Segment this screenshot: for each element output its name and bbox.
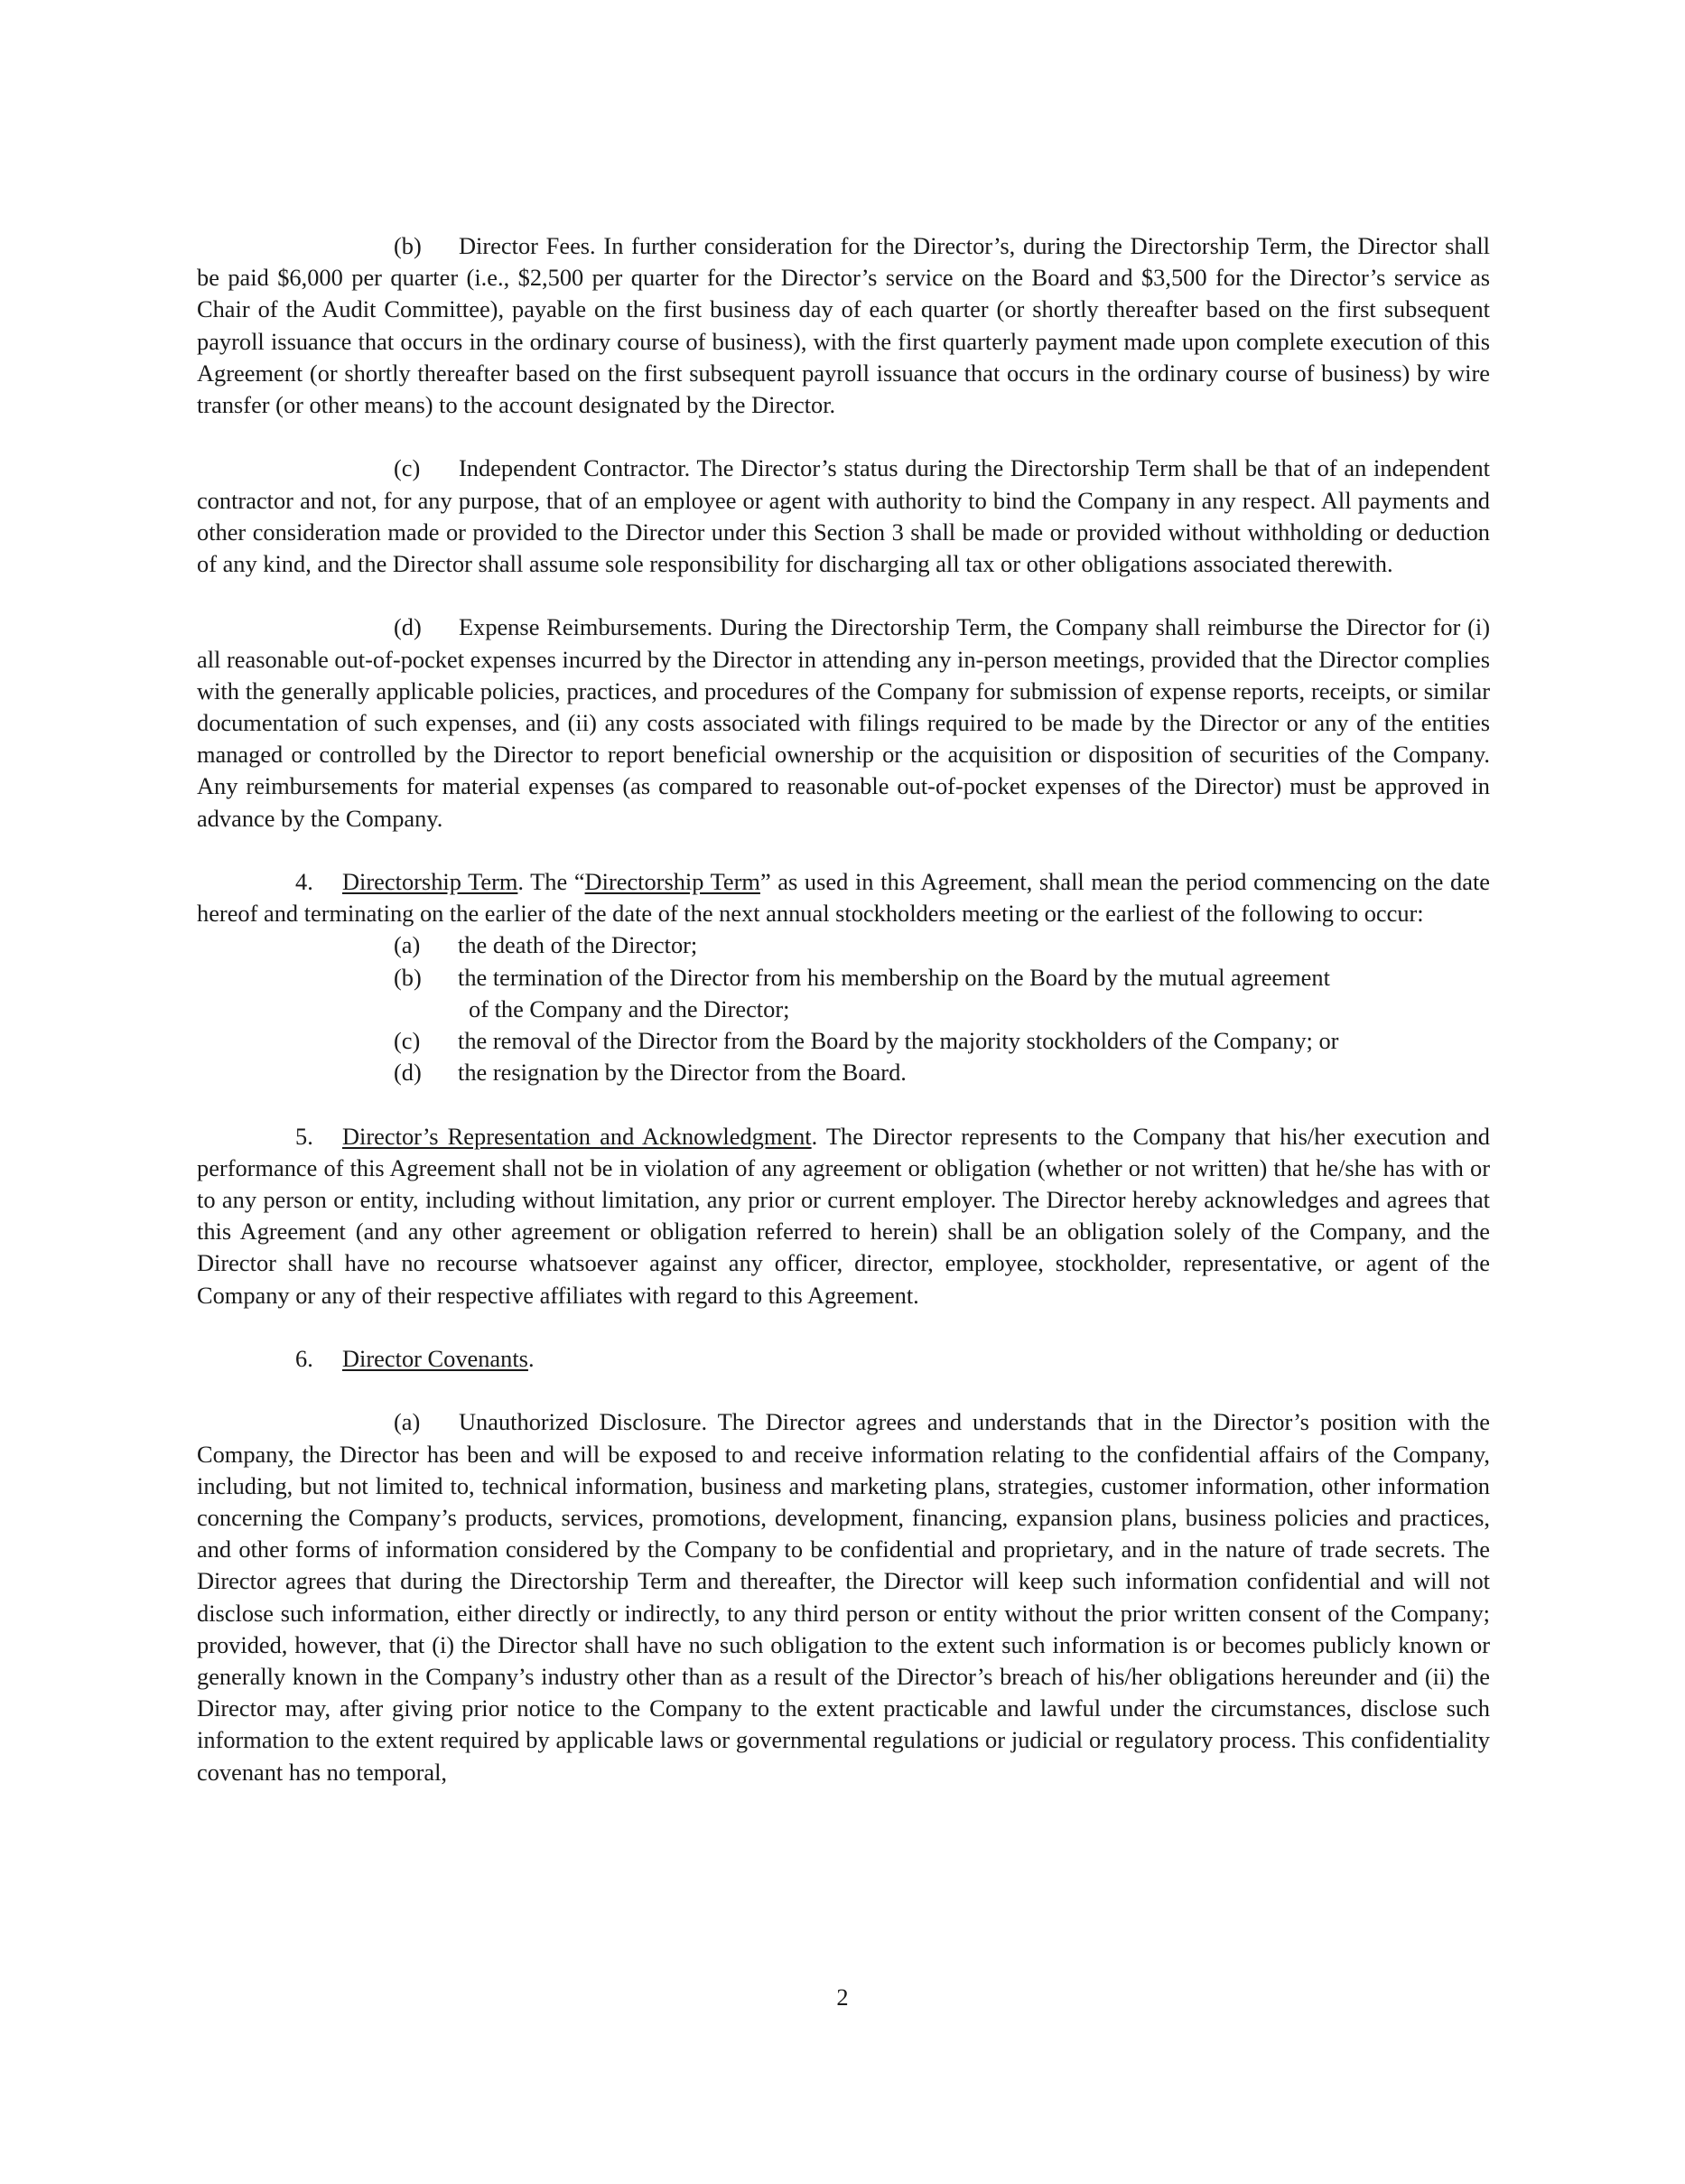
list-item-marker: (a) xyxy=(394,931,421,959)
paragraph-3c-independent-contractor xyxy=(197,453,1490,580)
paragraph-marker: (c) xyxy=(394,454,421,482)
termination-events-list xyxy=(197,929,1490,1088)
section-6-director-covenants xyxy=(197,1343,1490,1375)
paragraph-6a-unauthorized-disclosure xyxy=(197,1406,1490,1787)
section-heading: Directorship Term xyxy=(342,868,518,896)
paragraph-heading: Expense Reimbursements. xyxy=(459,613,713,641)
page-number: 2 xyxy=(836,1983,849,2011)
section-number: 5. xyxy=(295,1122,313,1150)
paragraph-3b-director-fees xyxy=(197,230,1490,421)
list-item xyxy=(197,962,1490,1025)
list-item-text: the termination of the Director from his membership on the Board by the mutual agreement xyxy=(458,963,1330,991)
list-item-text-continued: of the Company and the Director; xyxy=(469,994,790,1022)
paragraph-3d-expense-reimbursements xyxy=(197,611,1490,834)
list-item xyxy=(197,1025,1490,1057)
section-5-representation xyxy=(197,1121,1490,1311)
paragraph-marker: (a) xyxy=(394,1408,421,1436)
list-item xyxy=(197,929,1490,961)
paragraph-marker: (d) xyxy=(394,613,422,641)
section-number: 4. xyxy=(295,868,313,896)
section-body-start: . The “ xyxy=(517,868,585,896)
paragraph-body: During the Directorship Term, the Company shall reimburse the Director for (i) all reasonable out-of-pocket expenses incurred by the Director in attending any in-person meetings, provided that the Director complies with the generally applicable policies, practices, and procedures of the Company for submission of expense reports, receipts, or similar documentation of such expenses, and (ii) any costs associated with filings required to be made by the Director or any of the entities managed or controlled by the Director to report beneficial ownership or the acquisition or disposition of securities of the Company. Any reimbursements for material expenses (as compared to reasonable out-of-pocket expenses of the Director) must be approved in advance by the Company. xyxy=(197,613,1491,832)
section-body: . The Director represents to the Company that his/her execution and performance of this Agreement shall not be in violation of any agreement or obligation (whether or not written) that he/she has with or to any person or entity, including without limitation, any prior or current employer. The Director hereby acknowledges and agrees that this Agreement (and any other agreement or obligation referred to herein) shall be an obligation solely of the Company, and the Director shall have no recourse whatsoever against any officer, director, employee, stockholder, representative, or agent of the Company or any of their respective affiliates with regard to this Agreement. xyxy=(197,1122,1491,1309)
list-item-marker: (d) xyxy=(394,1059,422,1087)
paragraph-body: The Director’s status during the Directorship Term shall be that of an independent contractor and not, for any purpose, that of an employee or agent with authority to bind the Company in any respect. All payments and other consideration made or provided to the Director under this Section 3 shall be made or provided without withholding or deduction of any kind, and the Director shall assume sole responsibility for discharging all tax or other obligations associated therewith. xyxy=(197,454,1490,578)
section-heading: Director Covenants xyxy=(342,1345,528,1373)
paragraph-body: The Director agrees and understands that in the Director’s position with the Company, the Director has been and will be exposed to and receive information relating to the confidential affairs of the Company, including, but not limited to, technical information, business and marketing plans, strategies, customer information, other information concerning the Company’s products, services, promotions, development, financing, expansion plans, business policies and practices, and other forms of information considered by the Company to be confidential and proprietary, and in the nature of trade secrets. The Director agrees that during the Directorship Term and thereafter, the Director will keep such information confidential and will not disclose such information, either directly or indirectly, to any third person or entity without the prior written consent of the Company; provided, however, that (i) the Director shall have no such obligation to the extent such information is or becomes publicly known or generally known in the Company’s industry other than as a result of the Director’s breach of his/her obligations hereunder and (ii) the Director may, after giving prior notice to the Company to the extent practicable and lawful under the circumstances, disclose such information to the extent required by applicable laws or governmental regulations or judicial or regulatory process. This confidentiality covenant has no temporal, xyxy=(197,1408,1491,1786)
list-item-marker: (b) xyxy=(394,963,422,991)
section-number: 6. xyxy=(295,1345,313,1373)
list-item-marker: (c) xyxy=(394,1027,421,1055)
document-page xyxy=(197,230,1490,1788)
section-heading: Director’s Representation and Acknowledgment xyxy=(342,1122,812,1150)
paragraph-body: In further consideration for the Director’s, during the Directorship Term, the Director shall be paid $6,000 per quarter (i.e., $2,500 per quarter for the Director’s service on the Board and $3,500 for the Director’s service as Chair of the Audit Committee), payable on the first business day of each quarter (or shortly thereafter based on the first subsequent payroll issuance that occurs in the ordinary course of business), with the first quarterly payment made upon complete execution of this Agreement (or shortly thereafter based on the first subsequent payroll issuance that occurs in the ordinary course of business) by wire transfer (or other means) to the account designated by the Director. xyxy=(197,232,1491,419)
section-body-end: ” as used in this Agreement, shall mean the period commencing on the date hereof and terminating on the earlier of the date of the next annual stockholders meeting or the earliest of the following to occur: xyxy=(197,868,1490,928)
section-body: . xyxy=(527,1345,535,1373)
list-item-text: the resignation by the Director from the Board. xyxy=(458,1059,907,1087)
paragraph-heading: Independent Contractor. xyxy=(459,454,691,482)
paragraph-marker: (b) xyxy=(394,232,422,259)
list-item-text: the death of the Director; xyxy=(458,931,698,959)
defined-term: Directorship Term xyxy=(584,868,760,896)
paragraph-heading: Director Fees. xyxy=(459,232,596,259)
paragraph-heading: Unauthorized Disclosure. xyxy=(459,1408,708,1436)
list-item-text: the removal of the Director from the Board by the majority stockholders of the Company; or xyxy=(458,1027,1339,1055)
list-item xyxy=(197,1057,1490,1088)
section-4-directorship-term xyxy=(197,866,1490,929)
